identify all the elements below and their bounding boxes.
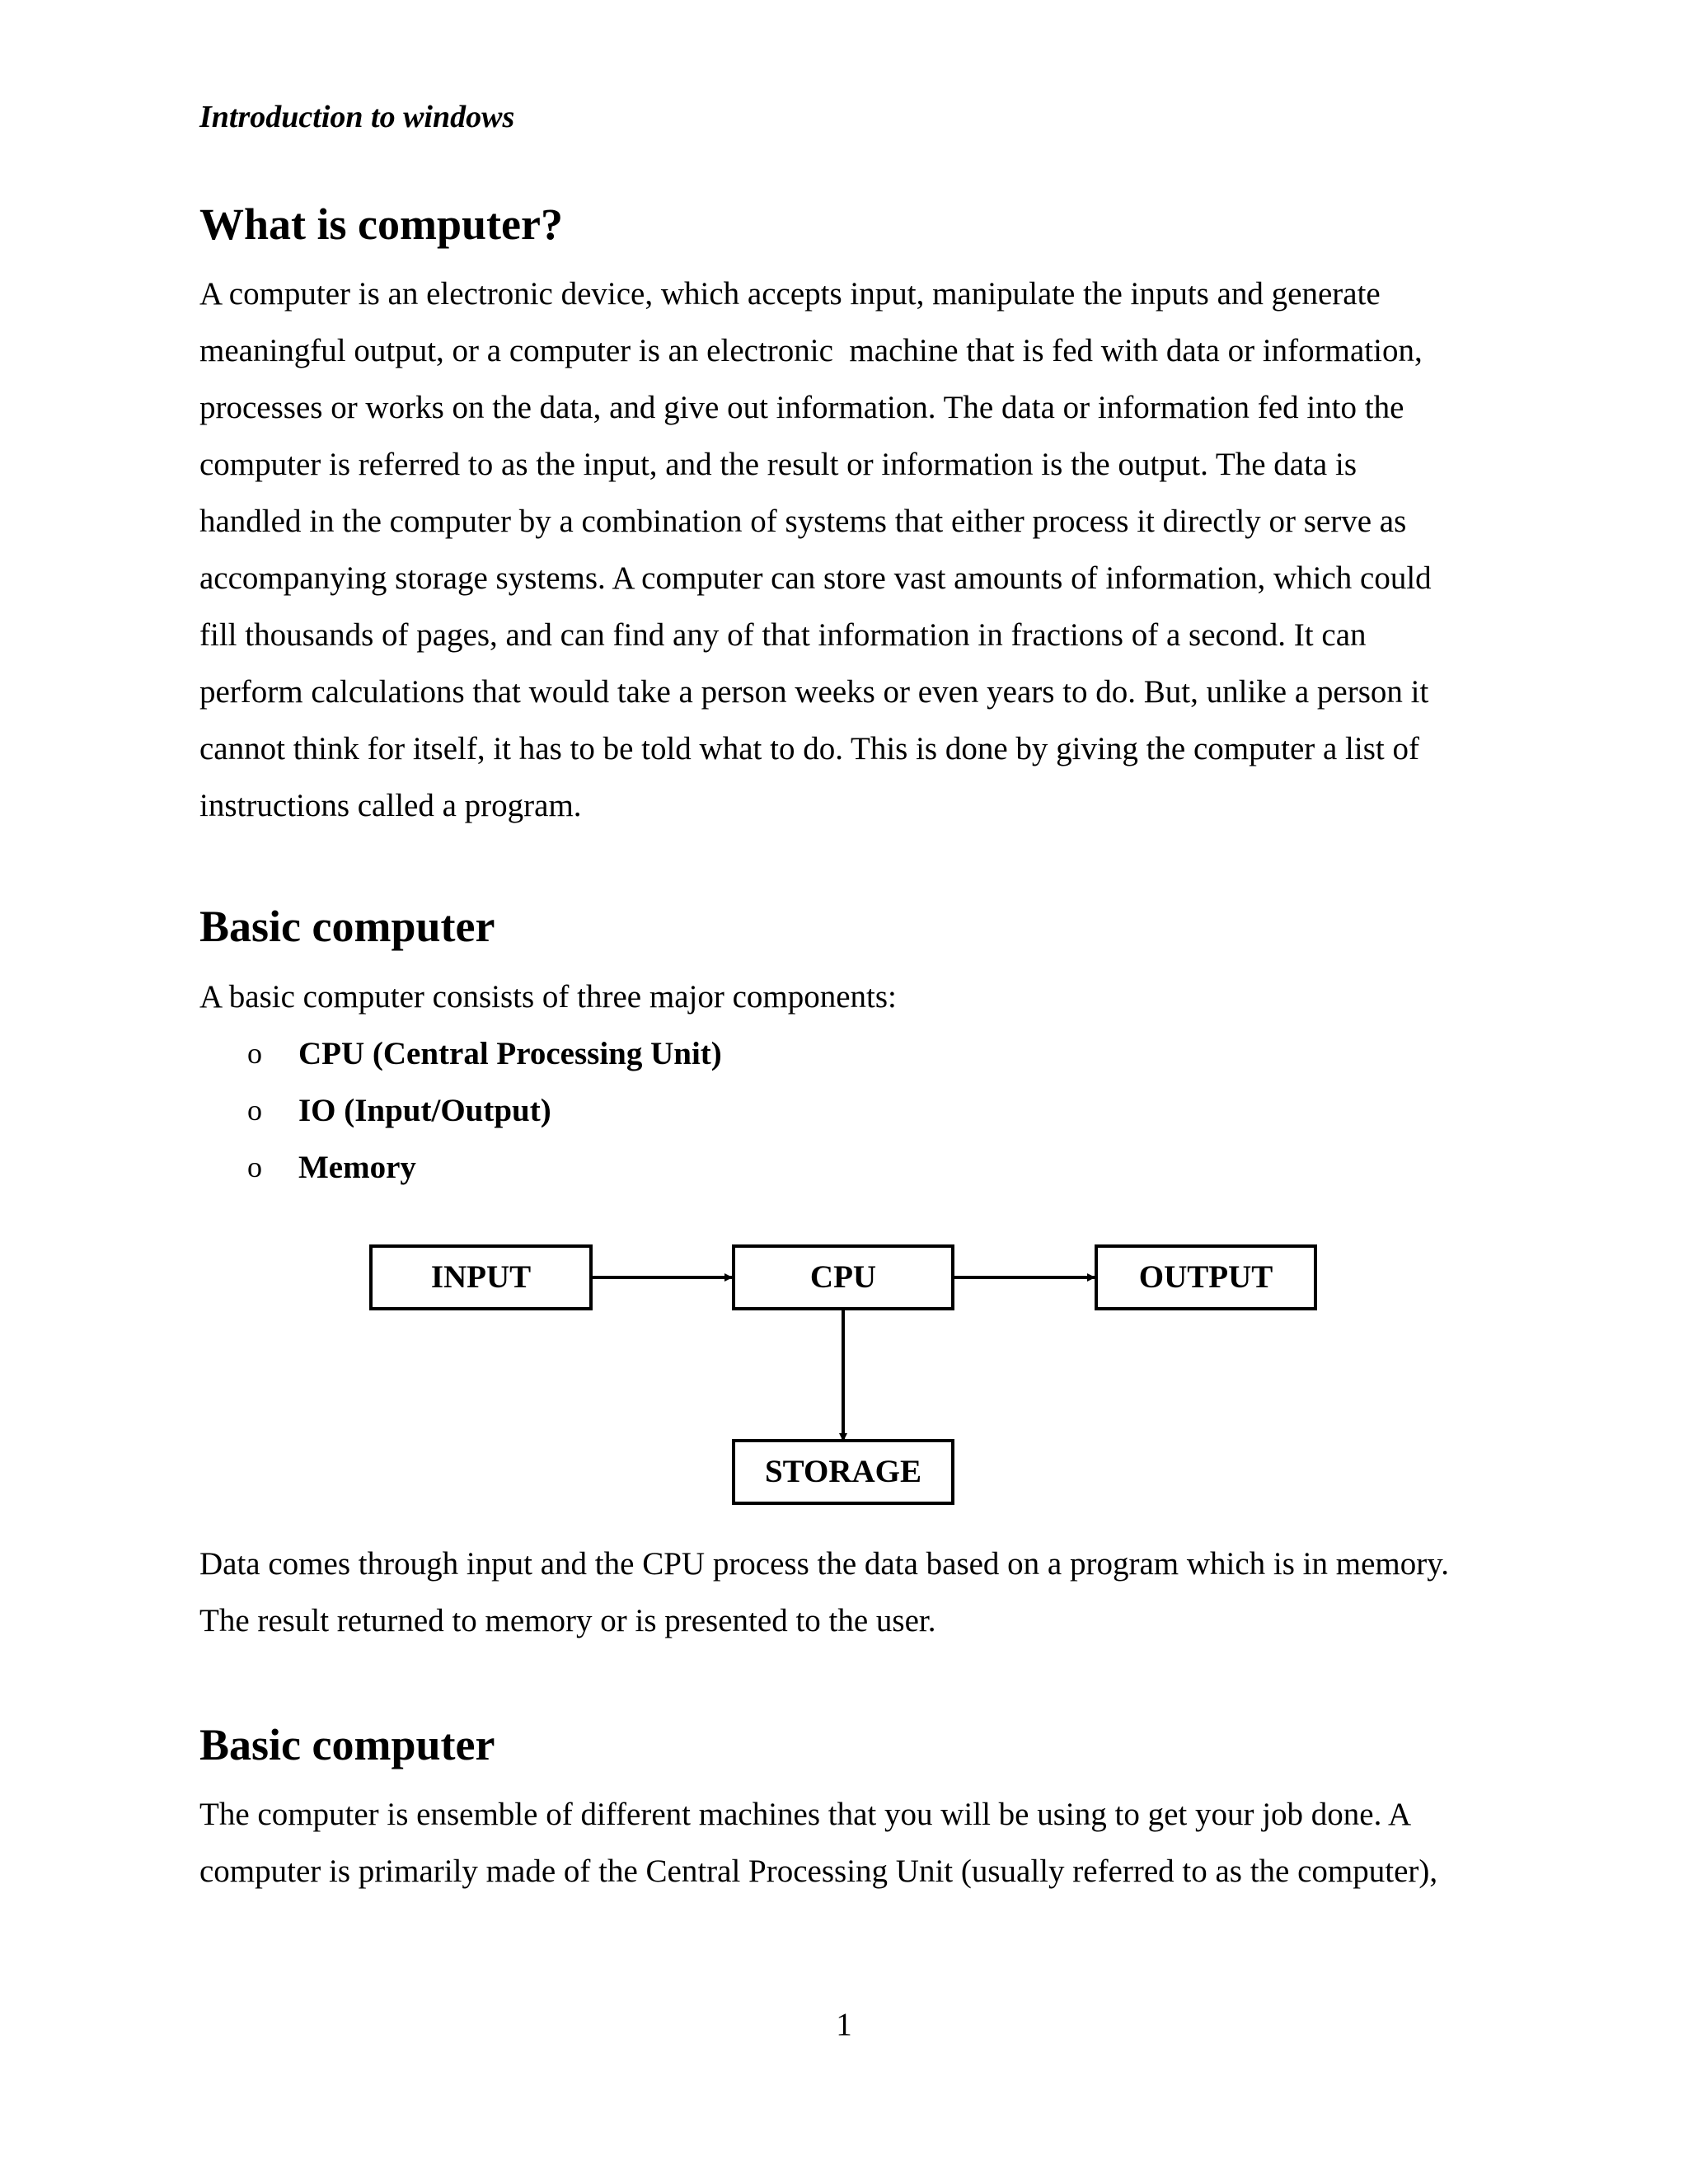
text-line: computer is referred to as the input, and the result or information is the output. The data is [199, 447, 1357, 482]
text-line: computer is primarily made of the Central Processing Unit (usually referred to as the computer), [199, 1854, 1438, 1889]
bullet-marker: o [247, 1037, 262, 1070]
list-item-label: IO (Input/Output) [298, 1093, 551, 1128]
running-header: Introduction to windows [199, 100, 515, 134]
text-line: cannot think for itself, it has to be told what to do. This is done by giving the computer a list of [199, 731, 1419, 766]
diagram-box-input: INPUT [369, 1244, 593, 1310]
text-line: A computer is an electronic device, which accepts input, manipulate the inputs and generate [199, 276, 1381, 312]
text-line: perform calculations that would take a person weeks or even years to do. But, unlike a person it [199, 674, 1429, 710]
bullet-marker: o [247, 1094, 262, 1127]
section-paragraph-basic-computer-2 [199, 1786, 1502, 1900]
text-line: The result returned to memory or is presented to the user. [199, 1603, 936, 1638]
text-line: accompanying storage systems. A computer can store vast amounts of information, which could [199, 560, 1432, 596]
section-heading-what-is-computer: What is computer? [199, 199, 563, 249]
diagram-box-output: OUTPUT [1095, 1244, 1317, 1310]
text-line: Data comes through input and the CPU process the data based on a program which is in memory. [199, 1546, 1449, 1582]
text-line: processes or works on the data, and give out information. The data or information fed into the [199, 390, 1404, 425]
section-heading-basic-computer-2: Basic computer [199, 1720, 495, 1769]
text-line: handled in the computer by a combination of systems that either process it directly or serve as [199, 504, 1407, 539]
section-paragraph-data-flow [199, 1535, 1551, 1649]
diagram-box-storage: STORAGE [732, 1439, 954, 1505]
text-line: The computer is ensemble of different machines that you will be using to get your job done. A [199, 1797, 1412, 1832]
text-line: A basic computer consists of three major components: [199, 979, 897, 1015]
text-line: meaningful output, or a computer is an electronic machine that is fed with data or information, [199, 333, 1423, 368]
list-item-label: CPU (Central Processing Unit) [298, 1036, 722, 1071]
diagram-box-cpu: CPU [732, 1244, 954, 1310]
text-line: instructions called a program. [199, 788, 582, 823]
section-intro-basic-computer [199, 968, 1502, 1025]
section-paragraph-what-is-computer [199, 265, 1502, 834]
section-heading-basic-computer: Basic computer [199, 902, 495, 951]
page-number: 1 [836, 2007, 852, 2042]
text-line: fill thousands of pages, and can find any of that information in fractions of a second. It can [199, 617, 1367, 653]
bullet-marker: o [247, 1151, 262, 1183]
list-item-label: Memory [298, 1150, 416, 1185]
